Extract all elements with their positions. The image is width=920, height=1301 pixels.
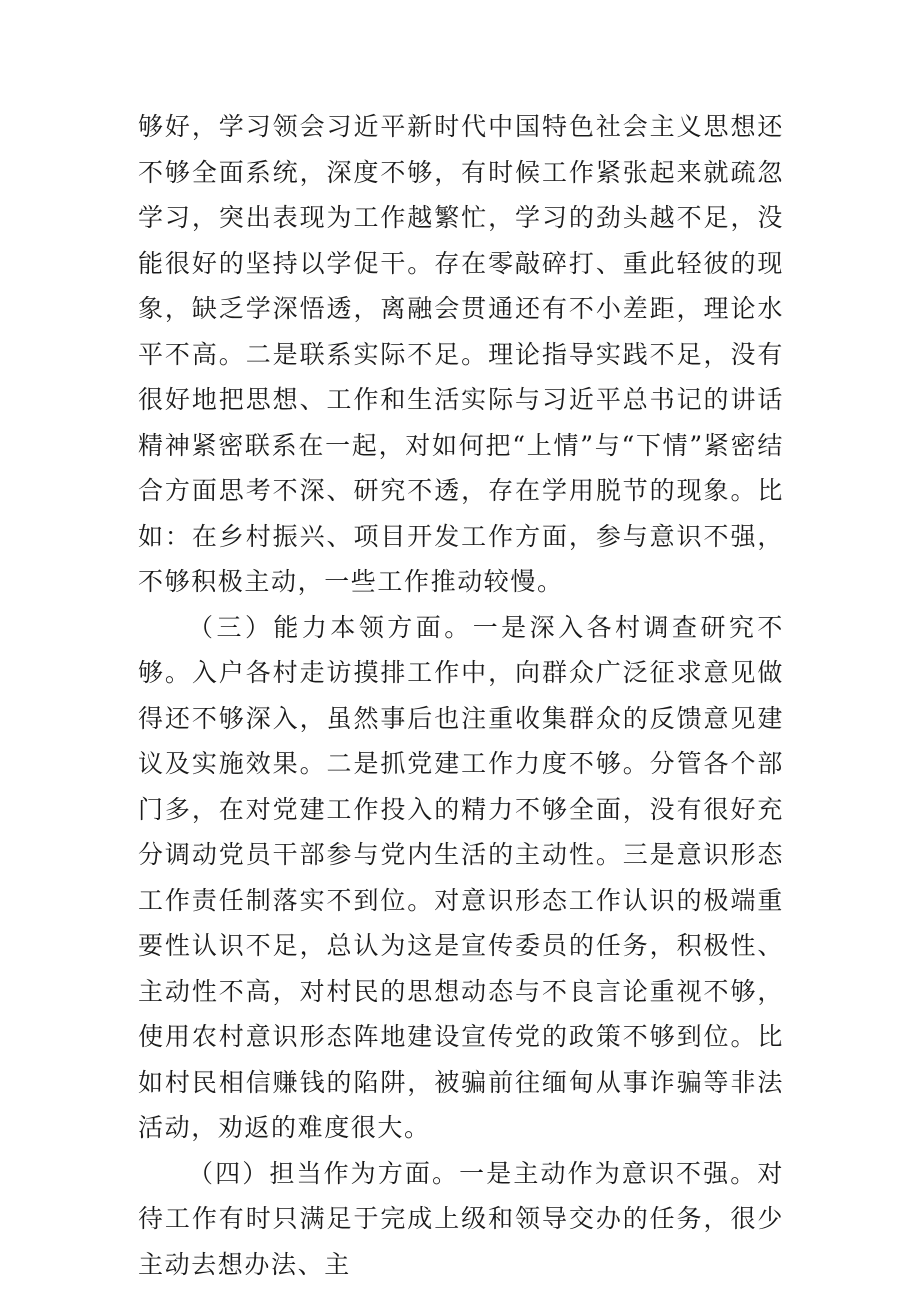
document-body [138,104,784,1287]
paragraph-continuation: 够好，学习领会习近平新时代中国特色社会主义思想还不够全面系统，深度不够，有时候工作紧张起来就疏忽学习，突出表现为工作越繁忙，学习的劲头越不足，没能很好的坚持以学促干。存在零敲碎打、重此轻彼的现象，缺乏学深悟透，离融会贯通还有不小差距，理论水平不高。二是联系实际不足。理论指导实践不足，没有很好地把思想、工作和生活实际与习近平总书记的讲话精神紧密联系在一起，对如何把“上情”与“下情”紧密结合方面思考不深、研究不透，存在学用脱节的现象。比如：在乡村振兴、项目开发工作方面，参与意识不强，不够积极主动，一些工作推动较慢。 [138,112,784,596]
paragraph-ability-section: （三）能力本领方面。一是深入各村调查研究不够。入户各村走访摸排工作中，向群众广泛征求意见做得还不够深入，虽然事后也注重收集群众的反馈意见建议及实施效果。二是抓党建工作力度不够。分管各个部门多，在对党建工作投入的精力不够全面，没有很好充分调动党员干部参与党内生活的主动性。三是意识形态工作责任制落实不到位。对意识形态工作认识的极端重要性认识不足，总认为这是宣传委员的任务，积极性、主动性不高，对村民的思想动态与不良言论重视不够，使用农村意识形态阵地建设宣传党的政策不够到位。比如村民相信赚钱的陷阱，被骗前往缅甸从事诈骗等非法活动，劝返的难度很大。 [138,612,784,1142]
paragraph-responsibility-section: （四）担当作为方面。一是主动作为意识不强。对待工作有时只满足于完成上级和领导交办的任务，很少主动去想办法、主 [138,1158,784,1279]
